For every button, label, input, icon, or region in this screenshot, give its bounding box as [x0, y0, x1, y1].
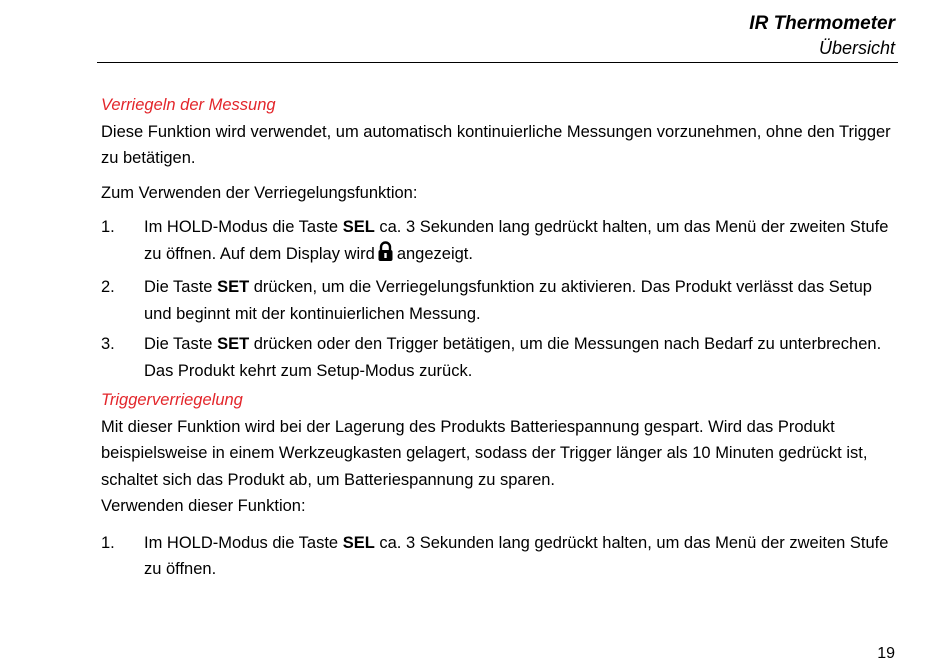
lock-icon — [377, 241, 394, 271]
steps-list — [101, 530, 901, 583]
list-item-number: 2. — [101, 278, 115, 296]
list-item-number: 1. — [101, 218, 115, 236]
key-label: SET — [217, 278, 250, 296]
list-item — [101, 530, 901, 583]
list-item-text-suffix: angezeigt. — [396, 244, 473, 263]
list-item-text-end: drücken oder den Trigger betätigen, um die Messungen nach Bedarf zu unterbrechen. Das Produkt kehrt zum Setup-Modus zurück. — [144, 335, 882, 380]
list-item-text-end: ca. 3 Sekunden lang gedrückt halten, um das Menü der zweiten Stufe zu öffnen. Auf dem Display wird — [144, 218, 889, 263]
list-item-text-end: drücken, um die Verriegelungsfunktion zu aktivieren. Das Produkt verlässt das Setup und beginnt mit der kontinuierlichen Messung. — [144, 278, 872, 323]
key-label: SET — [217, 335, 250, 353]
page-content — [101, 92, 901, 583]
section-title-verriegeln: Verriegeln der Messung — [101, 96, 276, 114]
list-item-text — [144, 331, 901, 384]
list-item-text — [144, 274, 901, 327]
list-item-text-start: Im HOLD-Modus die Taste — [144, 218, 343, 236]
list-item — [101, 331, 901, 384]
page-number: 19 — [877, 645, 895, 662]
list-item-text — [144, 530, 901, 583]
list-item-text-start: Die Taste — [144, 278, 218, 296]
list-item — [101, 274, 901, 327]
list-item-text — [144, 214, 901, 270]
section-lead: Verwenden dieser Funktion: — [101, 497, 306, 515]
section-intro: Mit dieser Funktion wird bei der Lagerung des Produkts Batteriespannung gespart. Wird das Produkt beispielsweise in einem Werkzeugkasten gelagert, sodass der Trigger länger als 10 Minuten gedrückt ist, schaltet sich das Produkt ab, um Batteriespannung zu sparen. — [101, 417, 868, 489]
page-header — [749, 12, 895, 60]
document-title: IR Thermometer — [749, 13, 895, 34]
list-item — [101, 214, 901, 270]
list-item-text-start: Im HOLD-Modus die Taste — [144, 533, 343, 552]
section-title-triggerverriegelung: Triggerverriegelung — [101, 391, 243, 409]
header-divider — [97, 62, 898, 63]
document-subtitle: Übersicht — [818, 38, 895, 58]
steps-list — [101, 214, 901, 384]
section-lead: Zum Verwenden der Verriegelungsfunktion: — [101, 183, 418, 202]
section-intro: Diese Funktion wird verwendet, um automatisch kontinuierliche Messungen vorzunehmen, ohne den Trigger zu betätigen. — [101, 122, 891, 167]
list-item-text-start: Die Taste — [144, 335, 218, 353]
list-item-text-end: ca. 3 Sekunden lang gedrückt halten, um das Menü der zweiten Stufe zu öffnen. — [144, 533, 889, 578]
key-label: SEL — [342, 533, 375, 552]
list-item-number: 1. — [101, 533, 115, 552]
key-label: SEL — [342, 218, 375, 236]
list-item-number: 3. — [101, 335, 115, 353]
